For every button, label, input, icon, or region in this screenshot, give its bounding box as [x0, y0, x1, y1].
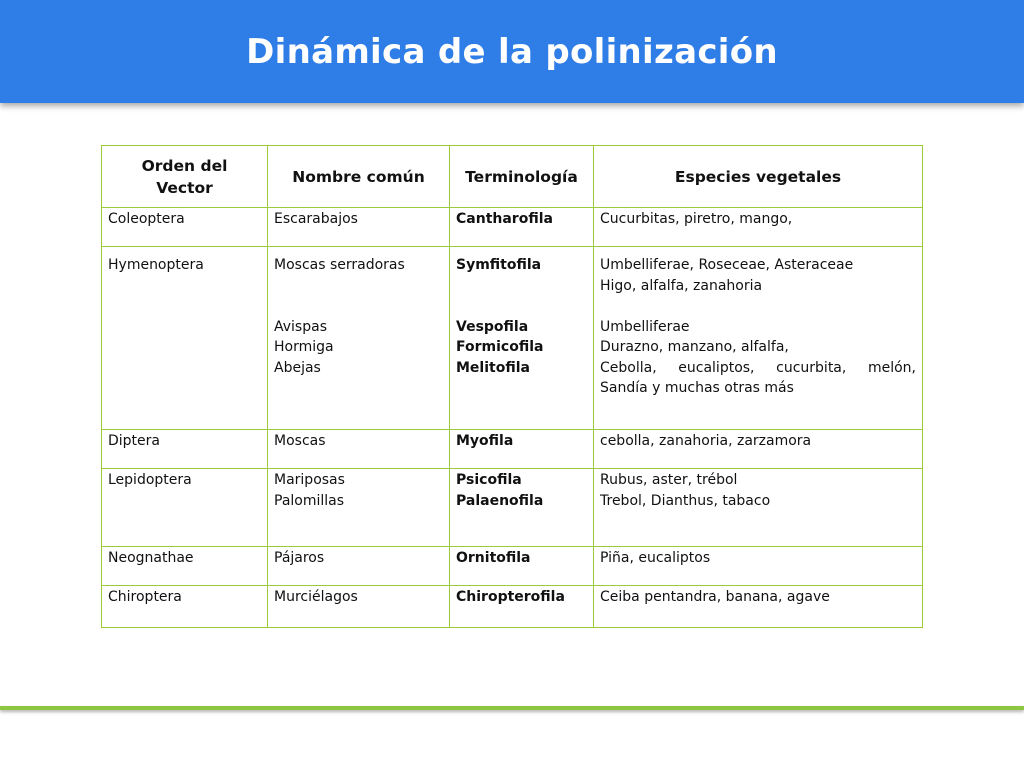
- header-especies: Especies vegetales: [594, 146, 923, 208]
- cell-nombre: Pájaros: [268, 547, 450, 586]
- cell-terminologia: Psicofila Palaenofila: [450, 469, 594, 547]
- cell-terminologia: Myofila: [450, 430, 594, 469]
- table-row: [102, 430, 923, 469]
- header-nombre: Nombre común: [268, 146, 450, 208]
- table-row: [102, 208, 923, 247]
- header-orden: Orden del Vector: [102, 146, 268, 208]
- cell-terminologia: Symfitofila Vespofila Formicofila Melitofila: [450, 247, 594, 430]
- cell-terminologia: Chiropterofila: [450, 586, 594, 628]
- page-title: Dinámica de la polinización: [246, 31, 778, 72]
- cell-terminologia: Cantharofila: [450, 208, 594, 247]
- cell-especies: Ceiba pentandra, banana, agave: [594, 586, 923, 628]
- cell-especies: Umbelliferae, Roseceae, Asteraceae Higo, alfalfa, zanahoria Umbelliferae Durazno, manzano, alfalfa, Cebolla, eucaliptos, cucurbita, melón, Sandía y muchas otras más: [594, 247, 923, 430]
- header-terminologia: Terminología: [450, 146, 594, 208]
- cell-orden: Chiroptera: [102, 586, 268, 628]
- table-row: [102, 469, 923, 547]
- cell-nombre: Moscas: [268, 430, 450, 469]
- title-bar: [0, 0, 1024, 103]
- cell-especies: Rubus, aster, trébol Trebol, Dianthus, tabaco: [594, 469, 923, 547]
- cell-orden: Hymenoptera: [102, 247, 268, 430]
- table-header-row: [102, 146, 923, 208]
- cell-nombre: Escarabajos: [268, 208, 450, 247]
- table-row: [102, 586, 923, 628]
- pollination-table: [101, 145, 923, 628]
- cell-especies: Cucurbitas, piretro, mango,: [594, 208, 923, 247]
- cell-nombre: Moscas serradoras Avispas Hormiga Abejas: [268, 247, 450, 430]
- cell-terminologia: Ornitofila: [450, 547, 594, 586]
- cell-orden: Coleoptera: [102, 208, 268, 247]
- cell-especies: Piña, eucaliptos: [594, 547, 923, 586]
- bottom-divider: [0, 706, 1024, 710]
- cell-orden: Neognathae: [102, 547, 268, 586]
- table-row: [102, 247, 923, 430]
- cell-orden: Lepidoptera: [102, 469, 268, 547]
- cell-nombre: Murciélagos: [268, 586, 450, 628]
- table-row: [102, 547, 923, 586]
- cell-orden: Diptera: [102, 430, 268, 469]
- cell-especies: cebolla, zanahoria, zarzamora: [594, 430, 923, 469]
- cell-nombre: Mariposas Palomillas: [268, 469, 450, 547]
